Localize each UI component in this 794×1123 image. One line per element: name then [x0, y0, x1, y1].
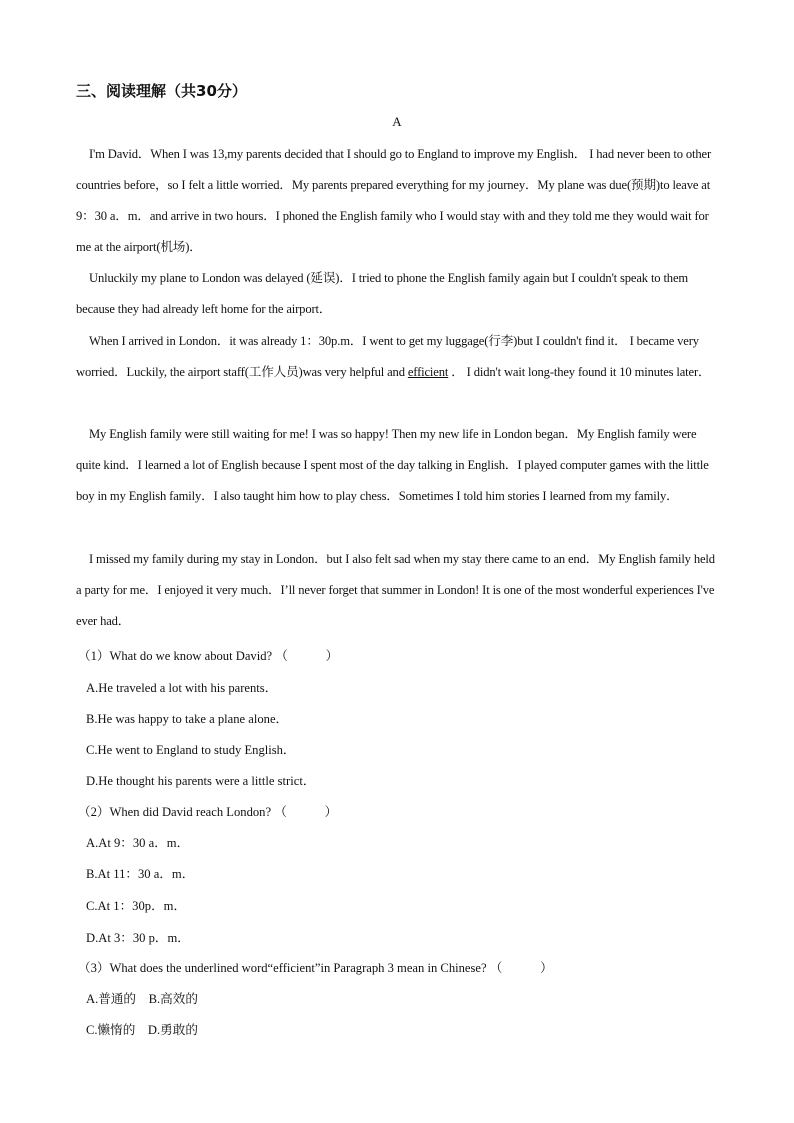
- question-1-option-d[interactable]: D.He thought his parents were a little strict．: [86, 774, 316, 788]
- question-1-option-c[interactable]: C.He went to England to study English．: [86, 743, 296, 757]
- question-2-stem: （2）When did David reach London? （ ）: [78, 805, 338, 819]
- question-3-options-cd[interactable]: C.懒惰的 D.勇敢的: [86, 1023, 198, 1037]
- passage-paragraph-2: [76, 263, 720, 325]
- paragraph-text: My English family were still waiting for me! I was so happy! Then my new life in London began．My English family were quite kind．I learned a lot of English because I spent most of the day talking in English．I played computer games with the little boy in my English family．I also taught him how to play chess．Sometimes I told him stories I learned from my family．: [76, 427, 709, 503]
- paragraph-text: ． I didn't wait long-they found it 10 minutes later．: [448, 365, 711, 379]
- question-1-option-a[interactable]: A.He traveled a lot with his parents．: [86, 681, 278, 695]
- section-title: 三、阅读理解（共30分）: [76, 82, 247, 100]
- question-1-stem: （1）What do we know about David? （ ）: [78, 649, 339, 663]
- passage-paragraph-4: [76, 419, 720, 512]
- paragraph-text: I missed my family during my stay in London．but I also felt sad when my stay there came to an end．My English family held a party for me．I enjoyed it very much．I’ll never forget that summer in London! It is one of the most wonderful experiences I've ever had．: [76, 552, 715, 628]
- paragraph-text: I'm David．When I was 13,my parents decided that I should go to England to improve my English． I had never been to other countries before，so I felt a little worried．My parents prepared everything for my journey．My plane was due(预期)to leave at 9：30 a．m．and arrive in two hours．I phoned the English family who I would stay with and they told me they would wait for me at the airport(机场)．: [76, 147, 712, 254]
- paragraph-text: When I arrived in London．it was already 1：30p.m．I went to get my luggage(行李)but I couldn't find it． I became very worried．Luckily, the airport staff(工作人员)was very helpful and: [76, 334, 699, 379]
- question-2-option-d[interactable]: D.At 3：30 p．m．: [86, 931, 190, 945]
- passage-paragraph-5: [76, 544, 720, 637]
- underlined-word: efficient: [407, 365, 449, 379]
- question-2-option-b[interactable]: B.At 11：30 a．m．: [86, 867, 195, 881]
- question-3-options-ab[interactable]: A.普通的 B.高效的: [86, 992, 198, 1006]
- passage-paragraph-3: [76, 326, 720, 388]
- paragraph-text: Unluckily my plane to London was delayed (延误)．I tried to phone the English family again but I couldn't speak to them because they had already left home for the airport．: [76, 271, 689, 316]
- question-2-option-a[interactable]: A.At 9：30 a．m．: [86, 836, 190, 850]
- question-3-stem: （3）What does the underlined word“efficient”in Paragraph 3 mean in Chinese? （ ）: [78, 961, 553, 975]
- passage-letter: A: [392, 114, 402, 129]
- passage-paragraph-1: [76, 139, 720, 263]
- question-2-option-c[interactable]: C.At 1：30p．m．: [86, 899, 187, 913]
- question-1-option-b[interactable]: B.He was happy to take a plane alone．: [86, 712, 289, 726]
